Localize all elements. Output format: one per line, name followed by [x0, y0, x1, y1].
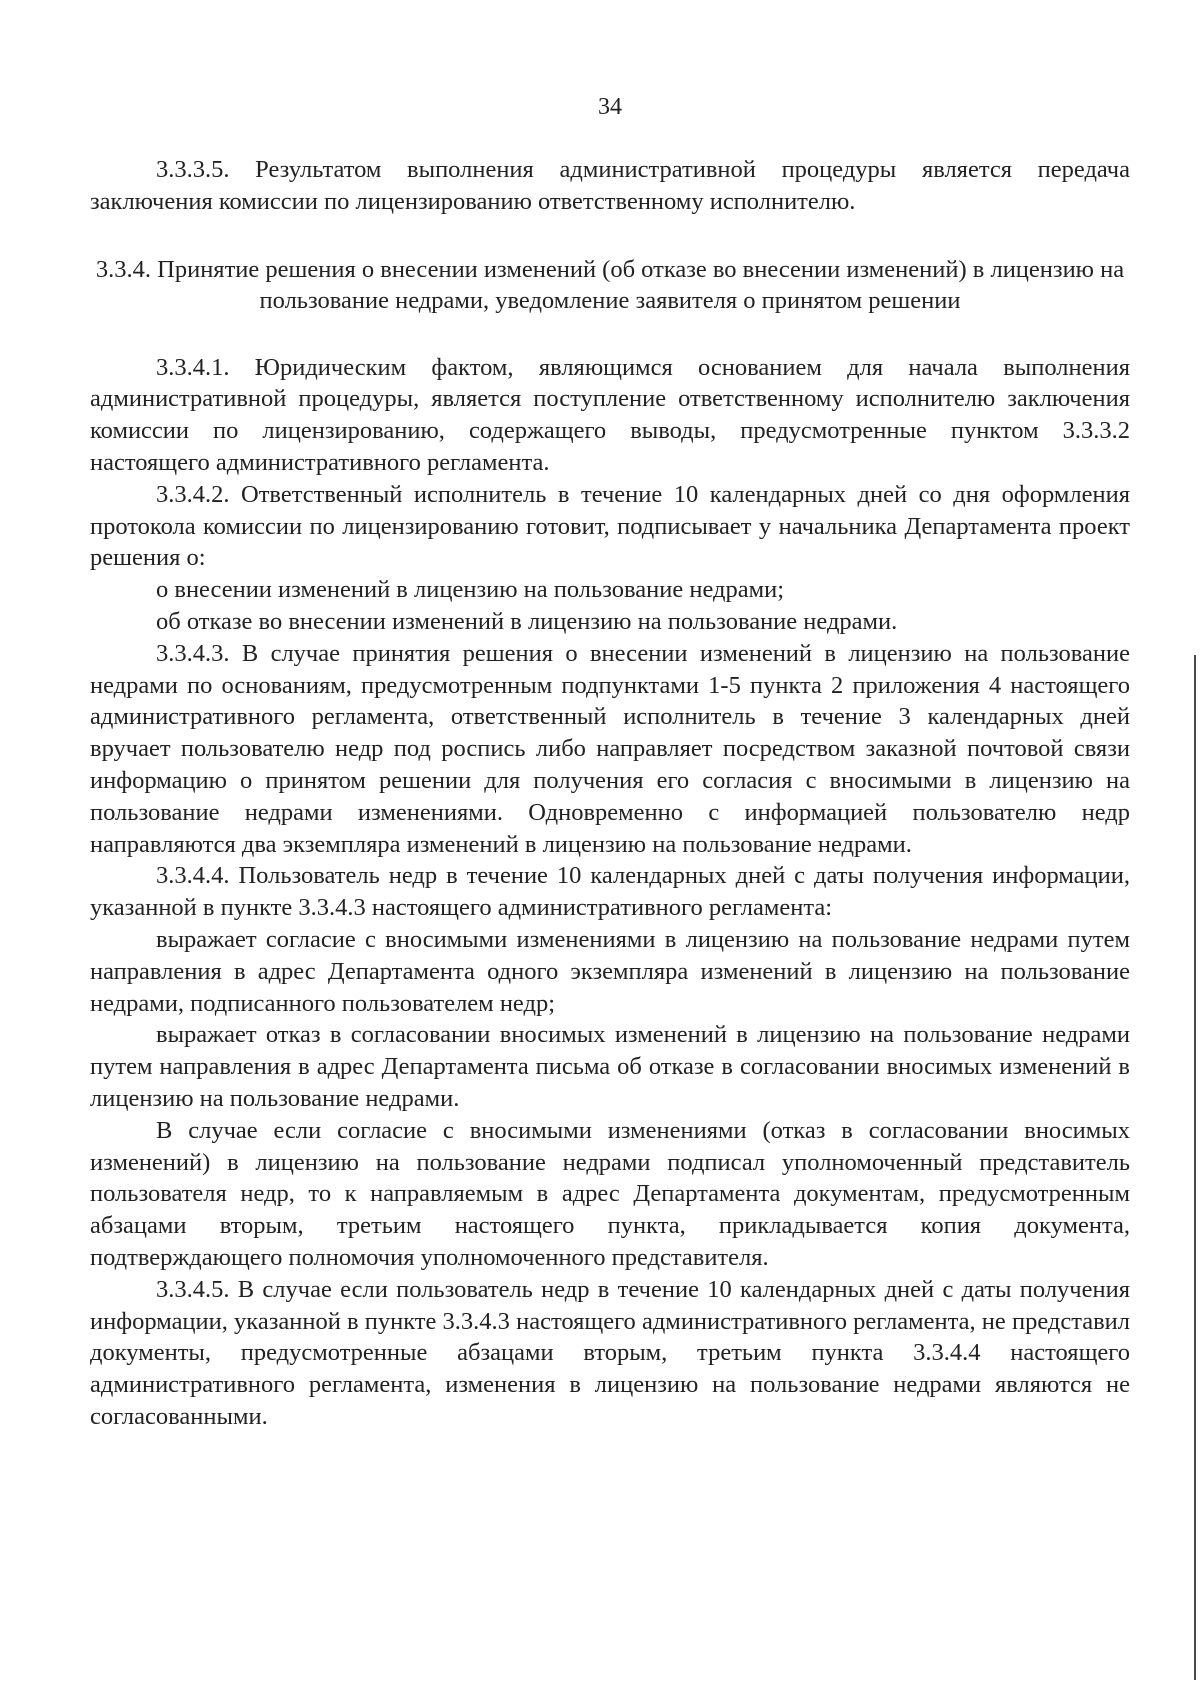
paragraph-3-3-4-2: 3.3.4.2. Ответственный исполнитель в течение 10 календарных дней со дня оформления протокола комиссии по лицензированию готовит, подписывает у начальника Департамента проект решения о:	[90, 480, 1130, 572]
page-number: 34	[598, 94, 622, 120]
list-item-rejection: выражает отказ в согласовании вносимых изменений в лицензию на пользование недрами путем направления в адрес Департамента письма об отказе в согласовании вносимых изменений в лицензию на пользование недрами.	[90, 1021, 1130, 1112]
list-item-refusal: об отказе во внесении изменений в лицензию на пользование недрами.	[156, 607, 898, 635]
paragraph-representative: В случае если согласие с вносимыми изменениями (отказ в согласовании вносимых изменений) в лицензию на пользование недрами подписал уполномоченный представитель пользователя недр, то к направляемым в адрес Департамента документам, предусмотренным абзацами вторым, третьим настоящего пункта, прикладывается копия документа, подтверждающего полномочия уполномоченного представителя.	[90, 1116, 1130, 1271]
paragraph-3-3-4-3: 3.3.4.3. В случае принятия решения о внесении изменений в лицензию на пользование недрами по основаниям, предусмотренным подпунктами 1-5 пункта 2 приложения 4 настоящего административного регламента, ответственный исполнитель в течение 3 календарных дней вручает пользователю недр под роспись либо направляет посредством заказной почтовой связи информацию о принятом решении для получения его согласия с вносимыми в лицензию на пользование недрами изменениями. Одновременно с информацией пользователю недр направляются два экземпляра изменений в лицензию на пользование недрами.	[90, 639, 1130, 858]
document-page	[90, 92, 1130, 1433]
list-item-consent: выражает согласие с вносимыми изменениями в лицензию на пользование недрами путем направления в адрес Департамента одного экземпляра изменений в лицензию на пользование недрами, подписанного пользователем недр;	[90, 925, 1130, 1017]
paragraph-3-3-3-5: 3.3.3.5. Результатом выполнения административной процедуры является передача заключения комиссии по лицензированию ответственному исполнителю.	[90, 156, 1130, 215]
scan-edge-line	[1194, 655, 1196, 1680]
paragraph-3-3-4-4: 3.3.4.4. Пользователь недр в течение 10 календарных дней с даты получения информации, указанной в пункте 3.3.4.3 настоящего административного регламента:	[90, 862, 1130, 922]
list-item-amendment: о внесении изменений в лицензию на пользование недрами;	[156, 576, 785, 604]
section-heading-3-3-4: 3.3.4. Принятие решения о внесении изменений (об отказе во внесении изменений) в лицензию на пользование недрами, уведомление заявителя о принятом решении	[95, 255, 1125, 314]
paragraph-3-3-4-5: 3.3.4.5. В случае если пользователь недр в течение 10 календарных дней с даты получения информации, указанной в пункте 3.3.4.3 настоящего административного регламента, не представил документы, предусмотренные абзацами вторым, третьим пункта 3.3.4.4 настоящего административного регламента, изменения в лицензию на пользование недрами являются не согласованными.	[90, 1275, 1130, 1430]
paragraph-3-3-4-1: 3.3.4.1. Юридическим фактом, являющимся основанием для начала выполнения административной процедуры, является поступление ответственному исполнителю заключения комиссии по лицензированию, содержащего выводы, предусмотренные пунктом 3.3.3.2 настоящего административного регламента.	[90, 353, 1130, 476]
